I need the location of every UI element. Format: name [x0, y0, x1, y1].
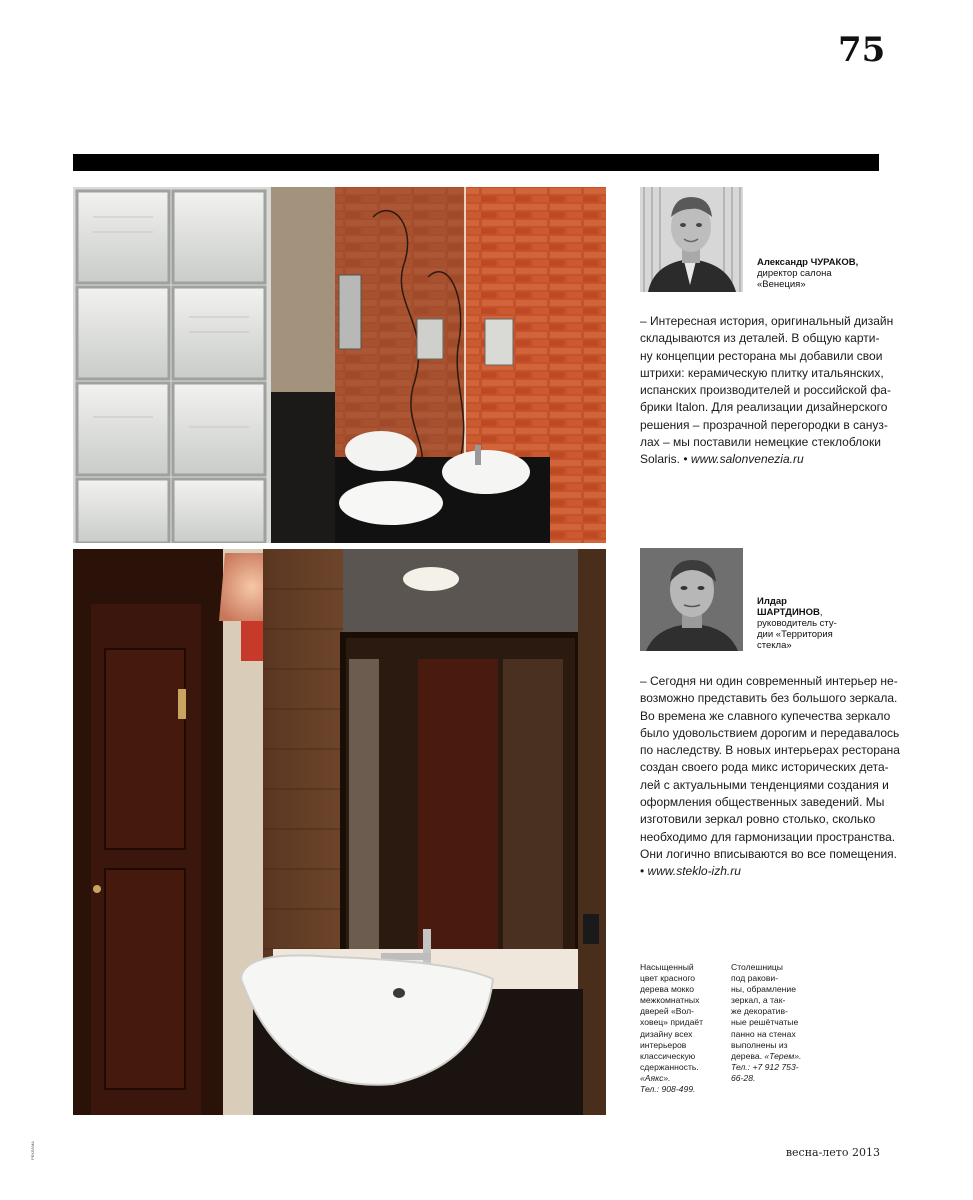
caption-line: Насыщенный — [640, 962, 694, 972]
portrait-aleksandr-churakov — [640, 187, 743, 292]
caption-line: Столешницы — [731, 962, 783, 972]
quote-line: оформления общественных заведений. Мы — [640, 795, 885, 810]
caption-phone: Тел.: +7 912 753- — [731, 1061, 799, 1072]
caption-line: ны, обрамление — [731, 984, 796, 995]
photo-credit: РЕКЛАМА — [30, 1141, 35, 1160]
caption-line: дерева. — [731, 1050, 762, 1061]
expert-2-role-line: стекла» — [757, 640, 792, 651]
caption-line: под ракови- — [731, 973, 779, 984]
quote-line: по наследству. В новых интерьерах ресторана — [640, 743, 900, 758]
expert-2-role-line: дии «Территория — [757, 629, 833, 640]
quote-line: решения – прозрачной перегородки в сануз- — [640, 417, 888, 432]
caption-countertops — [731, 962, 816, 1084]
quote-bullet: • — [640, 864, 645, 879]
quote-line: Во времена же славного купечества зеркало — [640, 708, 891, 723]
portrait-ildar-shartdinov — [640, 548, 743, 651]
caption-company: «Аякс». — [640, 1072, 671, 1083]
expert-2-role-line: руководитель сту- — [757, 618, 837, 629]
quote-line: испанских производителей и российской фа- — [640, 383, 891, 398]
expert-2-caption: Илдар ШАРТДИНОВ, руководитель сту- дии «Территория стекла» — [757, 596, 879, 651]
quote-line: – Интересная история, оригинальный дизайн — [640, 314, 894, 328]
quote-line: ну концепции ресторана мы добавили свои — [640, 348, 883, 363]
expert-2-quote — [640, 673, 900, 881]
caption-line: выполнены из — [731, 1039, 788, 1050]
caption-line: ховец» придаёт — [640, 1017, 704, 1028]
quote-line: изготовили зеркал ровно столько, сколько — [640, 812, 876, 827]
caption-line: сдержанность. — [640, 1061, 699, 1072]
expert-1-role-line: директор салона — [757, 268, 832, 279]
quote-line: создан своего рода микс исторических дета- — [640, 760, 889, 775]
caption-line: дверей «Вол- — [640, 1006, 694, 1017]
quote-line: складываются из деталей. В общую карти- — [640, 331, 880, 346]
caption-line: межкомнатных — [640, 995, 700, 1006]
page-number: 75 — [838, 30, 886, 70]
quote-line: необходимо для гармонизации пространства. — [640, 829, 896, 844]
caption-phone: 66-28. — [731, 1072, 756, 1083]
caption-line: дерева мокко — [640, 984, 695, 995]
quote-line: лах – мы поставили немецкие стеклоблоки — [640, 435, 881, 450]
caption-line: ные решётчатые — [731, 1017, 799, 1028]
top-rule — [73, 154, 879, 171]
caption-phone: Тел.: 908-499. — [640, 1084, 696, 1095]
quote-line: Они логично вписываются во все помещения. — [640, 846, 897, 861]
expert-2-first-name: Илдар — [757, 596, 787, 607]
photo-washroom-brick-wall — [73, 187, 606, 543]
expert-2-website-link[interactable]: www.steklo-izh.ru — [647, 864, 741, 879]
footer-issue: весна-лето 2013 — [785, 1146, 880, 1159]
caption-line: дизайну всех — [640, 1028, 693, 1039]
quote-line: возможно представить без большого зеркала. — [640, 691, 898, 706]
expert-1-name: Александр ЧУРАКОВ — [757, 257, 856, 268]
quote-line: – Сегодня ни один современный интерьер не- — [640, 674, 898, 688]
caption-line: интерьеров — [640, 1039, 687, 1050]
quote-line: лей с актуальными тенденциями создания и — [640, 777, 889, 792]
caption-company: «Терем». — [764, 1050, 802, 1061]
quote-line: было удовольствием дорогим и передавалось — [640, 725, 900, 740]
caption-line: зеркал, а так- — [731, 995, 786, 1006]
caption-line: цвет красного — [640, 973, 696, 984]
expert-2-last-name: ШАРТДИНОВ — [757, 607, 820, 618]
expert-1-role-line: «Венеция» — [757, 279, 806, 290]
quote-line: брики Italon. Для реализации дизайнерского — [640, 400, 888, 415]
caption-doors — [640, 962, 725, 1095]
caption-line: панно на стенах — [731, 1028, 796, 1039]
expert-1-website-link[interactable]: www.salonvenezia.ru — [690, 452, 804, 467]
quote-line: Solaris. • — [640, 452, 688, 467]
expert-1-quote — [640, 313, 894, 469]
caption-line: классическую — [640, 1050, 696, 1061]
caption-line: же декоратив- — [731, 1006, 788, 1017]
quote-line: штрихи: керамическую плитку итальянских, — [640, 365, 884, 380]
expert-1-caption: Александр ЧУРАКОВ, директор салона «Венеция» — [757, 257, 879, 290]
photo-washroom-wood — [73, 549, 606, 1115]
